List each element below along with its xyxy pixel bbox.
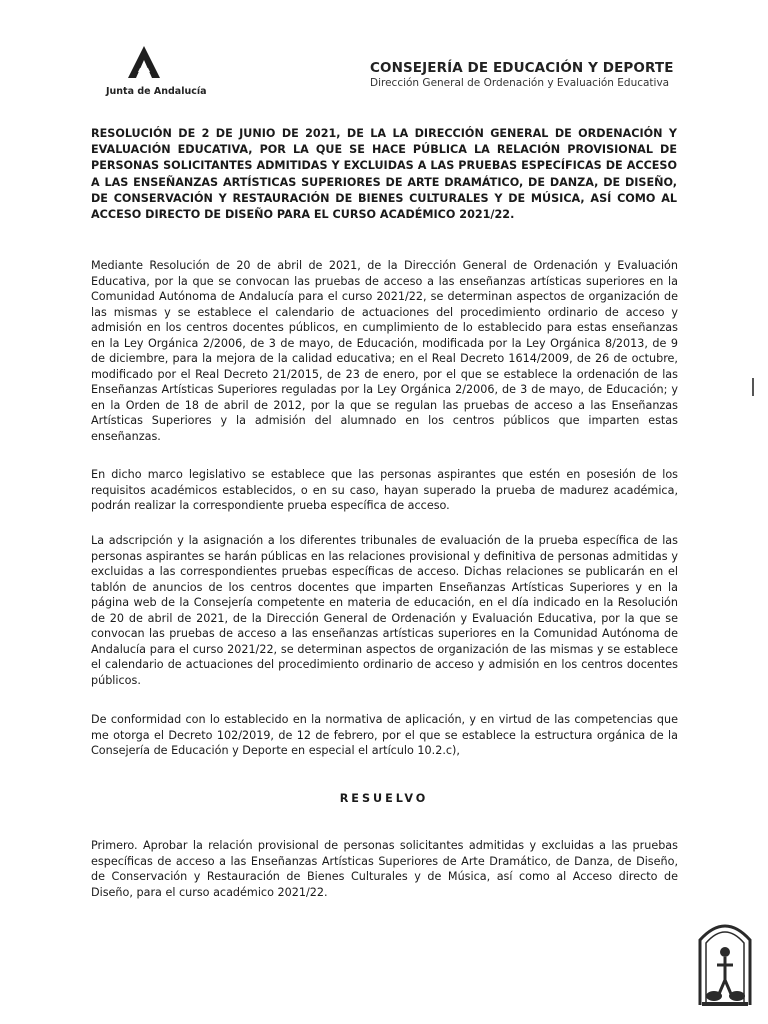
document-title: RESOLUCIÓN DE 2 DE JUNIO DE 2021, DE LA LA DIRECCIÓN GENERAL DE ORDENACIÓN Y EVALUACIÓN EDUCATIVA, POR LA QUE SE HACE PÚBLICA LA RELACIÓN PROVISIONAL DE PERSONAS SOLICITANTES ADMITIDAS Y EXCLUIDAS A LAS PRUEBAS ESPECÍFICAS DE ACCESO A LAS ENSEÑANZAS ARTÍSTICAS SUPERIORES DE ARTE DRAMÁTICO, DE DANZA, DE DISEÑO, DE CONSERVACIÓN Y RESTAURACIÓN DE BIENES CULTURALES Y DE MÚSICA, ASÍ COMO AL ACCESO DIRECTO DE DISEÑO PARA EL CURSO ACADÉMICO 2021/22. [91,127,677,222]
logo-text: Junta de Andalucía [106,86,207,97]
directorate-name: Dirección General de Ordenación y Evaluación Educativa [370,77,670,89]
paragraph-1: Mediante Resolución de 20 de abril de 2021, de la Dirección General de Ordenación y Evaluación Educativa, por la que se convocan las pruebas de acceso a las enseñanzas artísticas superiores en la Comunidad Autónoma de Andalucía para el curso 2021/22, se determinan aspectos de organización de las mismas y se establece el calendario de actuaciones del procedimiento ordinario de acceso y admisión en los centros docentes públicos, en cumplimiento de lo establecido para estas enseñanzas en la Ley Orgánica 2/2006, de 3 de mayo, de Educación, modificada por la Ley Orgánica 8/2013, de 9 de diciembre, para la mejora de la calidad educativa; en el Real Decreto 1614/2009, de 26 de octubre, modificado por el Real Decreto 21/2015, de 23 de enero, por el que se establece la ordenación de las Enseñanzas Artísticas Superiores reguladas por la Ley Orgánica 2/2006, de 3 de mayo, de Educación; y en la Orden de 18 de abril de 2012, por la que se regulan las pruebas de acceso a las Enseñanzas Artísticas Superiores y la admisión del alumnado en los centros públicos que imparten estas enseñanzas. [91,259,678,443]
margin-mark [752,378,754,396]
department-header [370,60,674,89]
junta-logo-icon [124,44,164,84]
paragraph-4: De conformidad con lo establecido en la normativa de aplicación, y en virtud de las competencias que me otorga el Decreto 102/2019, de 12 de febrero, por el que se establece la estructura orgánica de la Consejería de Educación y Deporte en especial el artículo 10.2.c), [91,713,678,757]
paragraph-2: En dicho marco legislativo se establece que las personas aspirantes que estén en posesión de los requisitos académicos establecidos, o en su caso, hayan superado la prueba de madurez académica, podrán realizar la correspondiente prueba específica de acceso. [91,468,678,512]
resolution-first: Primero. Aprobar la relación provisional de personas solicitantes admitidas y excluidas a las pruebas específicas de acceso a las Enseñanzas Artísticas Superiores de Arte Dramático, de Danza, de Diseño, de Conservación y Restauración de Bienes Culturales y de Música, así como al Acceso directo de Diseño, para el curso académico 2021/22. [91,839,678,899]
resolves-heading: RESUELVO [339,792,429,805]
andalucia-seal-icon [690,910,760,1010]
department-name: CONSEJERÍA DE EDUCACIÓN Y DEPORTE [370,60,674,76]
junta-logo [100,44,210,100]
paragraph-3: La adscripción y la asignación a los diferentes tribunales de evaluación de la prueba específica de las personas aspirantes se harán públicas en las relaciones provisional y definitiva de personas admitidas y excluidas a las correspondientes pruebas específicas de acceso. Dichas relaciones se publicarán en el tablón de anuncios de los centros docentes que imparten Enseñanzas Artísticas Superiores y en la página web de la Consejería competente en materia de educación, en el día indicado en la Resolución de 20 de abril de 2021, de la Dirección General de Ordenación y Evaluación Educativa, por la que se convocan las pruebas de acceso a las enseñanzas artísticas superiores en la Comunidad Autónoma de Andalucía para el curso 2021/22, se determinan aspectos de organización de las mismas y se establece el calendario de actuaciones del procedimiento ordinario de acceso y admisión en los centros docentes públicos. [91,534,678,687]
